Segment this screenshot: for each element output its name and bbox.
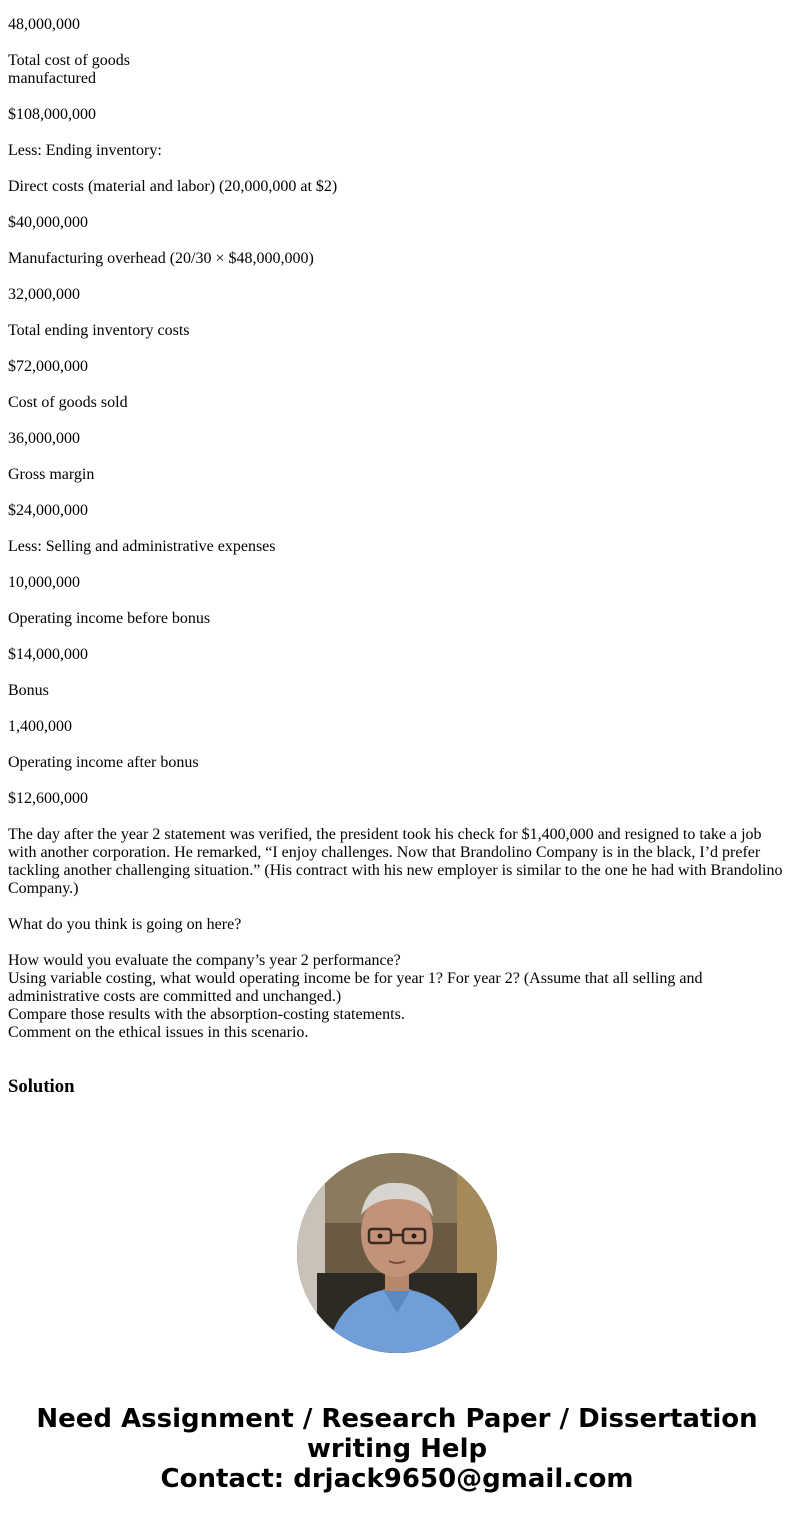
cogs-value: 36,000,000 — [8, 430, 80, 447]
total-cogm-label: Total cost of goods manufactured — [8, 52, 130, 87]
sga-label: Less: Selling and administrative expenses — [8, 538, 276, 555]
promo-line-2: writing Help — [306, 1434, 488, 1464]
sga-value: 10,000,000 — [8, 574, 80, 591]
promo-line-1: Need Assignment / Research Paper / Dissertation — [36, 1404, 758, 1434]
question-intro: What do you think is going on here? — [8, 916, 242, 933]
op-income-after-bonus-value: $12,600,000 — [8, 790, 88, 807]
avatar — [297, 1153, 497, 1353]
promo-banner — [0, 1404, 794, 1494]
bonus-value: 1,400,000 — [8, 718, 72, 735]
promo-contact: Contact: drjack9650@gmail.com — [160, 1464, 634, 1494]
total-ending-inventory-label: Total ending inventory costs — [8, 322, 190, 339]
direct-costs-label: Direct costs (material and labor) (20,000,000 at $2) — [8, 178, 338, 195]
less-ending-inventory-label: Less: Ending inventory: — [8, 142, 162, 159]
gross-margin-value: $24,000,000 — [8, 502, 88, 519]
total-ending-inventory-value: $72,000,000 — [8, 358, 88, 375]
op-income-after-bonus-label: Operating income after bonus — [8, 754, 199, 771]
op-income-before-bonus-value: $14,000,000 — [8, 646, 88, 663]
bonus-label: Bonus — [8, 682, 49, 699]
question-item: Compare those results with the absorption-costing statements. — [8, 1006, 405, 1023]
question-item: Comment on the ethical issues in this scenario. — [8, 1024, 309, 1041]
truncated-text-line — [8, 1118, 786, 1125]
document-body — [8, 16, 786, 1098]
tutor-photo-icon — [297, 1153, 497, 1353]
cogs-label: Cost of goods sold — [8, 394, 128, 411]
gross-margin-label: Gross margin — [8, 466, 95, 483]
solution-heading: Solution — [8, 1076, 75, 1097]
direct-costs-value: $40,000,000 — [8, 214, 88, 231]
op-income-before-bonus-label: Operating income before bonus — [8, 610, 211, 627]
question-item: Using variable costing, what would operating income be for year 1? For year 2? (Assume that all selling and administrative costs are committed and unchanged.) — [8, 970, 703, 1005]
overhead-value: 48,000,000 — [8, 16, 80, 33]
question-list — [8, 952, 786, 1042]
question-item: How would you evaluate the company’s year 2 performance? — [8, 952, 401, 969]
mfg-overhead-label: Manufacturing overhead (20/30 × $48,000,000) — [8, 250, 314, 267]
narrative-paragraph: The day after the year 2 statement was verified, the president took his check for $1,400,000 and resigned to take a job with another corporation. He remarked, “I enjoy challenges. Now that Brandolino Company is in the black, I’d prefer tackling another challenging situation.” (His contract with his new employer is similar to the one he had with Brandolino Company.) — [8, 826, 783, 897]
total-cogm-value: $108,000,000 — [8, 106, 96, 123]
mfg-overhead-value: 32,000,000 — [8, 286, 80, 303]
